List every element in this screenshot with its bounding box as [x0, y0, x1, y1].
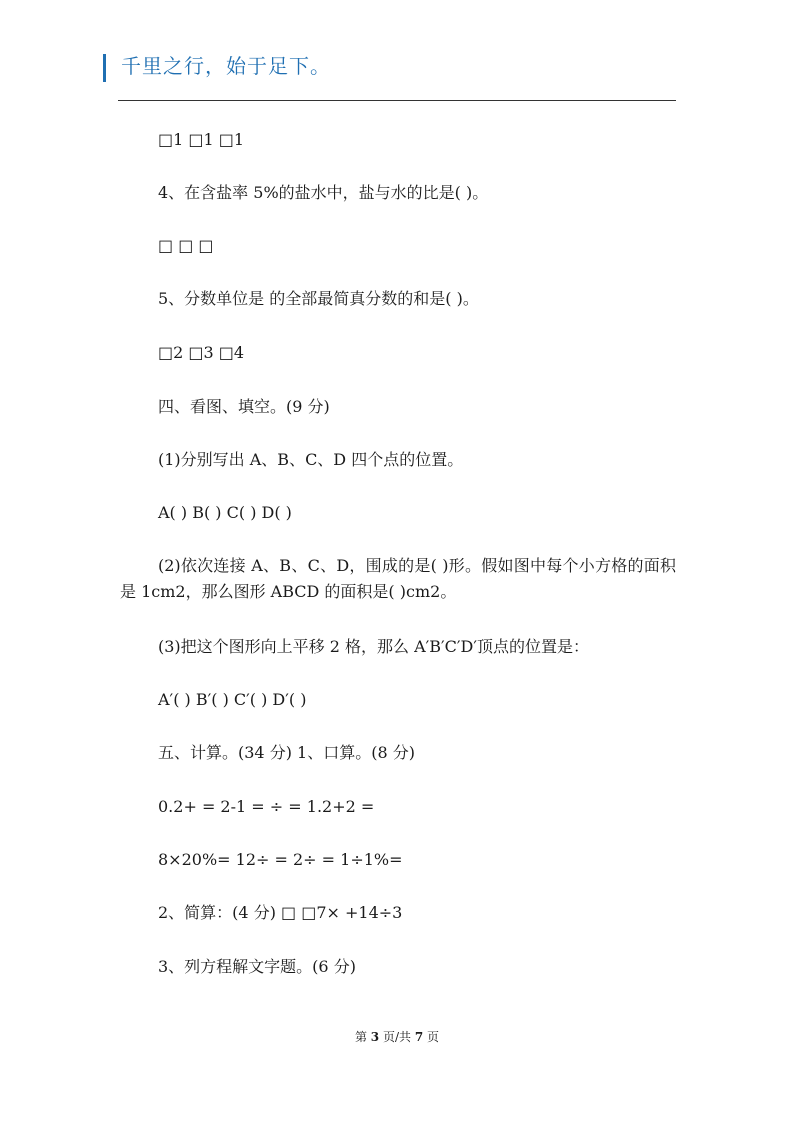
header-divider: [118, 100, 676, 101]
question-4: 4、在含盐率 5%的盐水中，盐与水的比是( )。: [158, 183, 489, 202]
simplify-question: 2、简算：(4 分) □ □7× +14÷3: [158, 903, 403, 922]
section-4-question-1: (1)分别写出 A、B、C、D 四个点的位置。: [158, 450, 464, 469]
section-4-title: 四、看图、填空。(9 分): [158, 397, 330, 416]
question-5: 5、分数单位是 的全部最简真分数的和是( )。: [158, 289, 479, 308]
options-q5: □2 □3 □4: [158, 343, 245, 362]
page-footer: [0, 1029, 794, 1045]
calc-row-1: 0.2+ = 2-1 = ÷ = 1.2+2 =: [158, 797, 375, 816]
section-4-answer-3: A′( ) B′( ) C′( ) D′( ): [158, 690, 307, 709]
equation-question: 3、列方程解文字题。(6 分): [158, 957, 356, 976]
footer-middle: 页/共: [382, 1030, 412, 1044]
footer-suffix: 页: [427, 1030, 440, 1044]
calc-row-2: 8×20%= 12÷ = 2÷ = 1÷1%=: [158, 850, 403, 869]
section-4-question-3: (3)把这个图形向上平移 2 格，那么 A′B′C′D′顶点的位置是：: [158, 637, 590, 656]
footer-prefix: 第: [354, 1030, 367, 1044]
options-q3: □1 □1 □1: [158, 130, 245, 149]
section-4-answer-1: A( ) B( ) C( ) D( ): [158, 503, 292, 522]
section-5-title: 五、计算。(34 分) 1、口算。(8 分): [158, 743, 415, 762]
section-4-question-2: (2)依次连接 A、B、C、D，围成的是( )形。假如图中每个小方格的面积是 1cm2，那么图形 ABCD 的面积是( )cm2。: [120, 556, 676, 601]
header-motto: 千里之行，始于足下。: [121, 54, 331, 78]
header-accent-bar: [103, 54, 106, 82]
options-q4: □ □ □: [158, 236, 214, 255]
footer-current-page: 3: [370, 1030, 380, 1044]
footer-total-pages: 7: [414, 1030, 424, 1044]
